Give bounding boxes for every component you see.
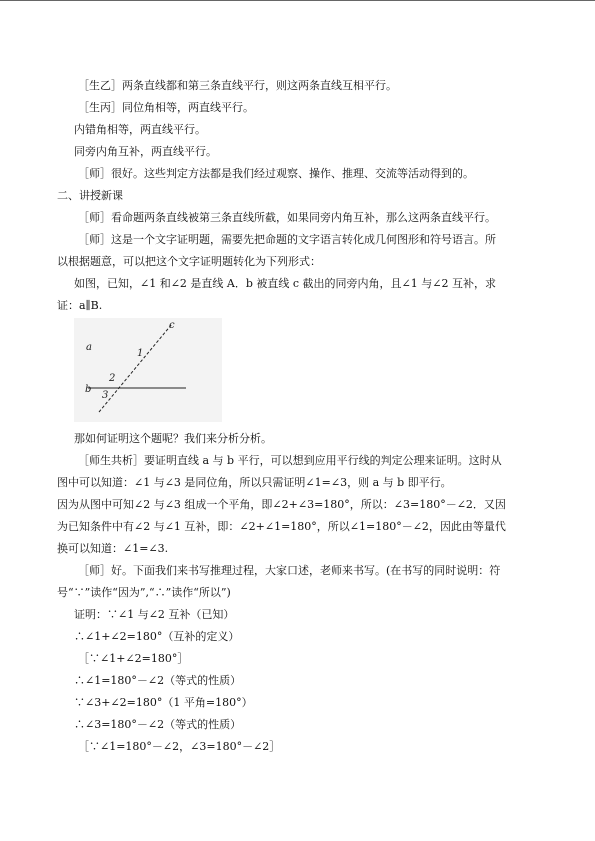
text-line-17: 换可以知道：∠1=∠3. <box>57 542 169 555</box>
text-line-7: ［师］看命题两条直线被第三条直线所截，如果同旁内角互补，那么这两条直线平行。 <box>78 211 496 224</box>
label-angle-3: 3 <box>102 390 109 401</box>
label-c: c <box>169 320 175 331</box>
text-line-5: ［师］很好。这些判定方法都是我们经过观察、操作、推理、交流等活动得到的。 <box>78 167 474 180</box>
text-line-18: ［师］好。下面我们来书写推理过程，大家口述，老师来书写。(在书写的同时说明：符 <box>78 564 501 577</box>
text-line-2: ［生丙］同位角相等，两直线平行。 <box>78 101 254 114</box>
page-top-rule <box>0 0 595 1</box>
text-line-15: 因为从图中可知∠2 与∠3 组成一个平角，即∠2+∠3=180°，所以：∠3=180°－∠2．又因 <box>57 498 506 511</box>
text-line-16: 为已知条件中有∠2 与∠1 互补，即：∠2+∠1=180°，所以∠1=180°－∠2，因此由等量代 <box>57 520 506 533</box>
text-line-8: ［师］这是一个文字证明题，需要先把命题的文字语言转化成几何图形和符号语言。所 <box>78 233 496 246</box>
label-b: b <box>85 384 92 395</box>
text-line-1: ［生乙］两条直线都和第三条直线平行，则这两条直线互相平行。 <box>78 79 397 92</box>
text-line-19: 号“∵”读作“因为”,“∴”读作“所以”) <box>57 586 231 599</box>
proof-line-3: ［∵∠1+∠2=180°］ <box>78 652 189 665</box>
line-c <box>99 324 172 412</box>
text-line-10: 如图，已知，∠1 和∠2 是直线 A．b 被直线 c 截出的同旁内角，且∠1 与∠2 互补，求 <box>74 277 496 290</box>
geometry-figure <box>74 318 222 422</box>
text-line-9: 以根据题意，可以把这个文字证明题转化为下列形式： <box>57 255 321 268</box>
text-line-11: 证：a∥B. <box>57 299 103 312</box>
text-line-3: 内错角相等，两直线平行。 <box>74 123 206 136</box>
proof-line-6: ∴∠3=180°－∠2（等式的性质） <box>74 718 242 731</box>
label-a: a <box>86 342 92 353</box>
section-heading: 二、讲授新课 <box>57 189 123 202</box>
proof-line-2: ∴∠1+∠2=180°（互补的定义） <box>74 630 240 643</box>
text-line-12: 那如何证明这个题呢？我们来分析分析。 <box>74 432 272 445</box>
label-angle-1: 1 <box>137 348 144 359</box>
text-line-13: ［师生共析］要证明直线 a 与 b 平行，可以想到应用平行线的判定公理来证明。这时从 <box>78 454 502 467</box>
figure-drawing <box>74 318 222 422</box>
proof-line-7: ［∵∠1=180°－∠2，∠3=180°－∠2］ <box>78 740 281 753</box>
proof-line-1: 证明：∵∠1 与∠2 互补（已知） <box>74 608 235 621</box>
proof-line-4: ∴∠1=180°－∠2（等式的性质） <box>74 674 242 687</box>
text-line-4: 同旁内角互补，两直线平行。 <box>74 145 217 158</box>
label-angle-2: 2 <box>109 373 116 384</box>
proof-line-5: ∵∠3+∠2=180°（1 平角=180°） <box>74 696 253 709</box>
text-line-14: 图中可以知道：∠1 与∠3 是同位角，所以只需证明∠1=∠3，则 a 与 b 即平行。 <box>57 476 452 489</box>
